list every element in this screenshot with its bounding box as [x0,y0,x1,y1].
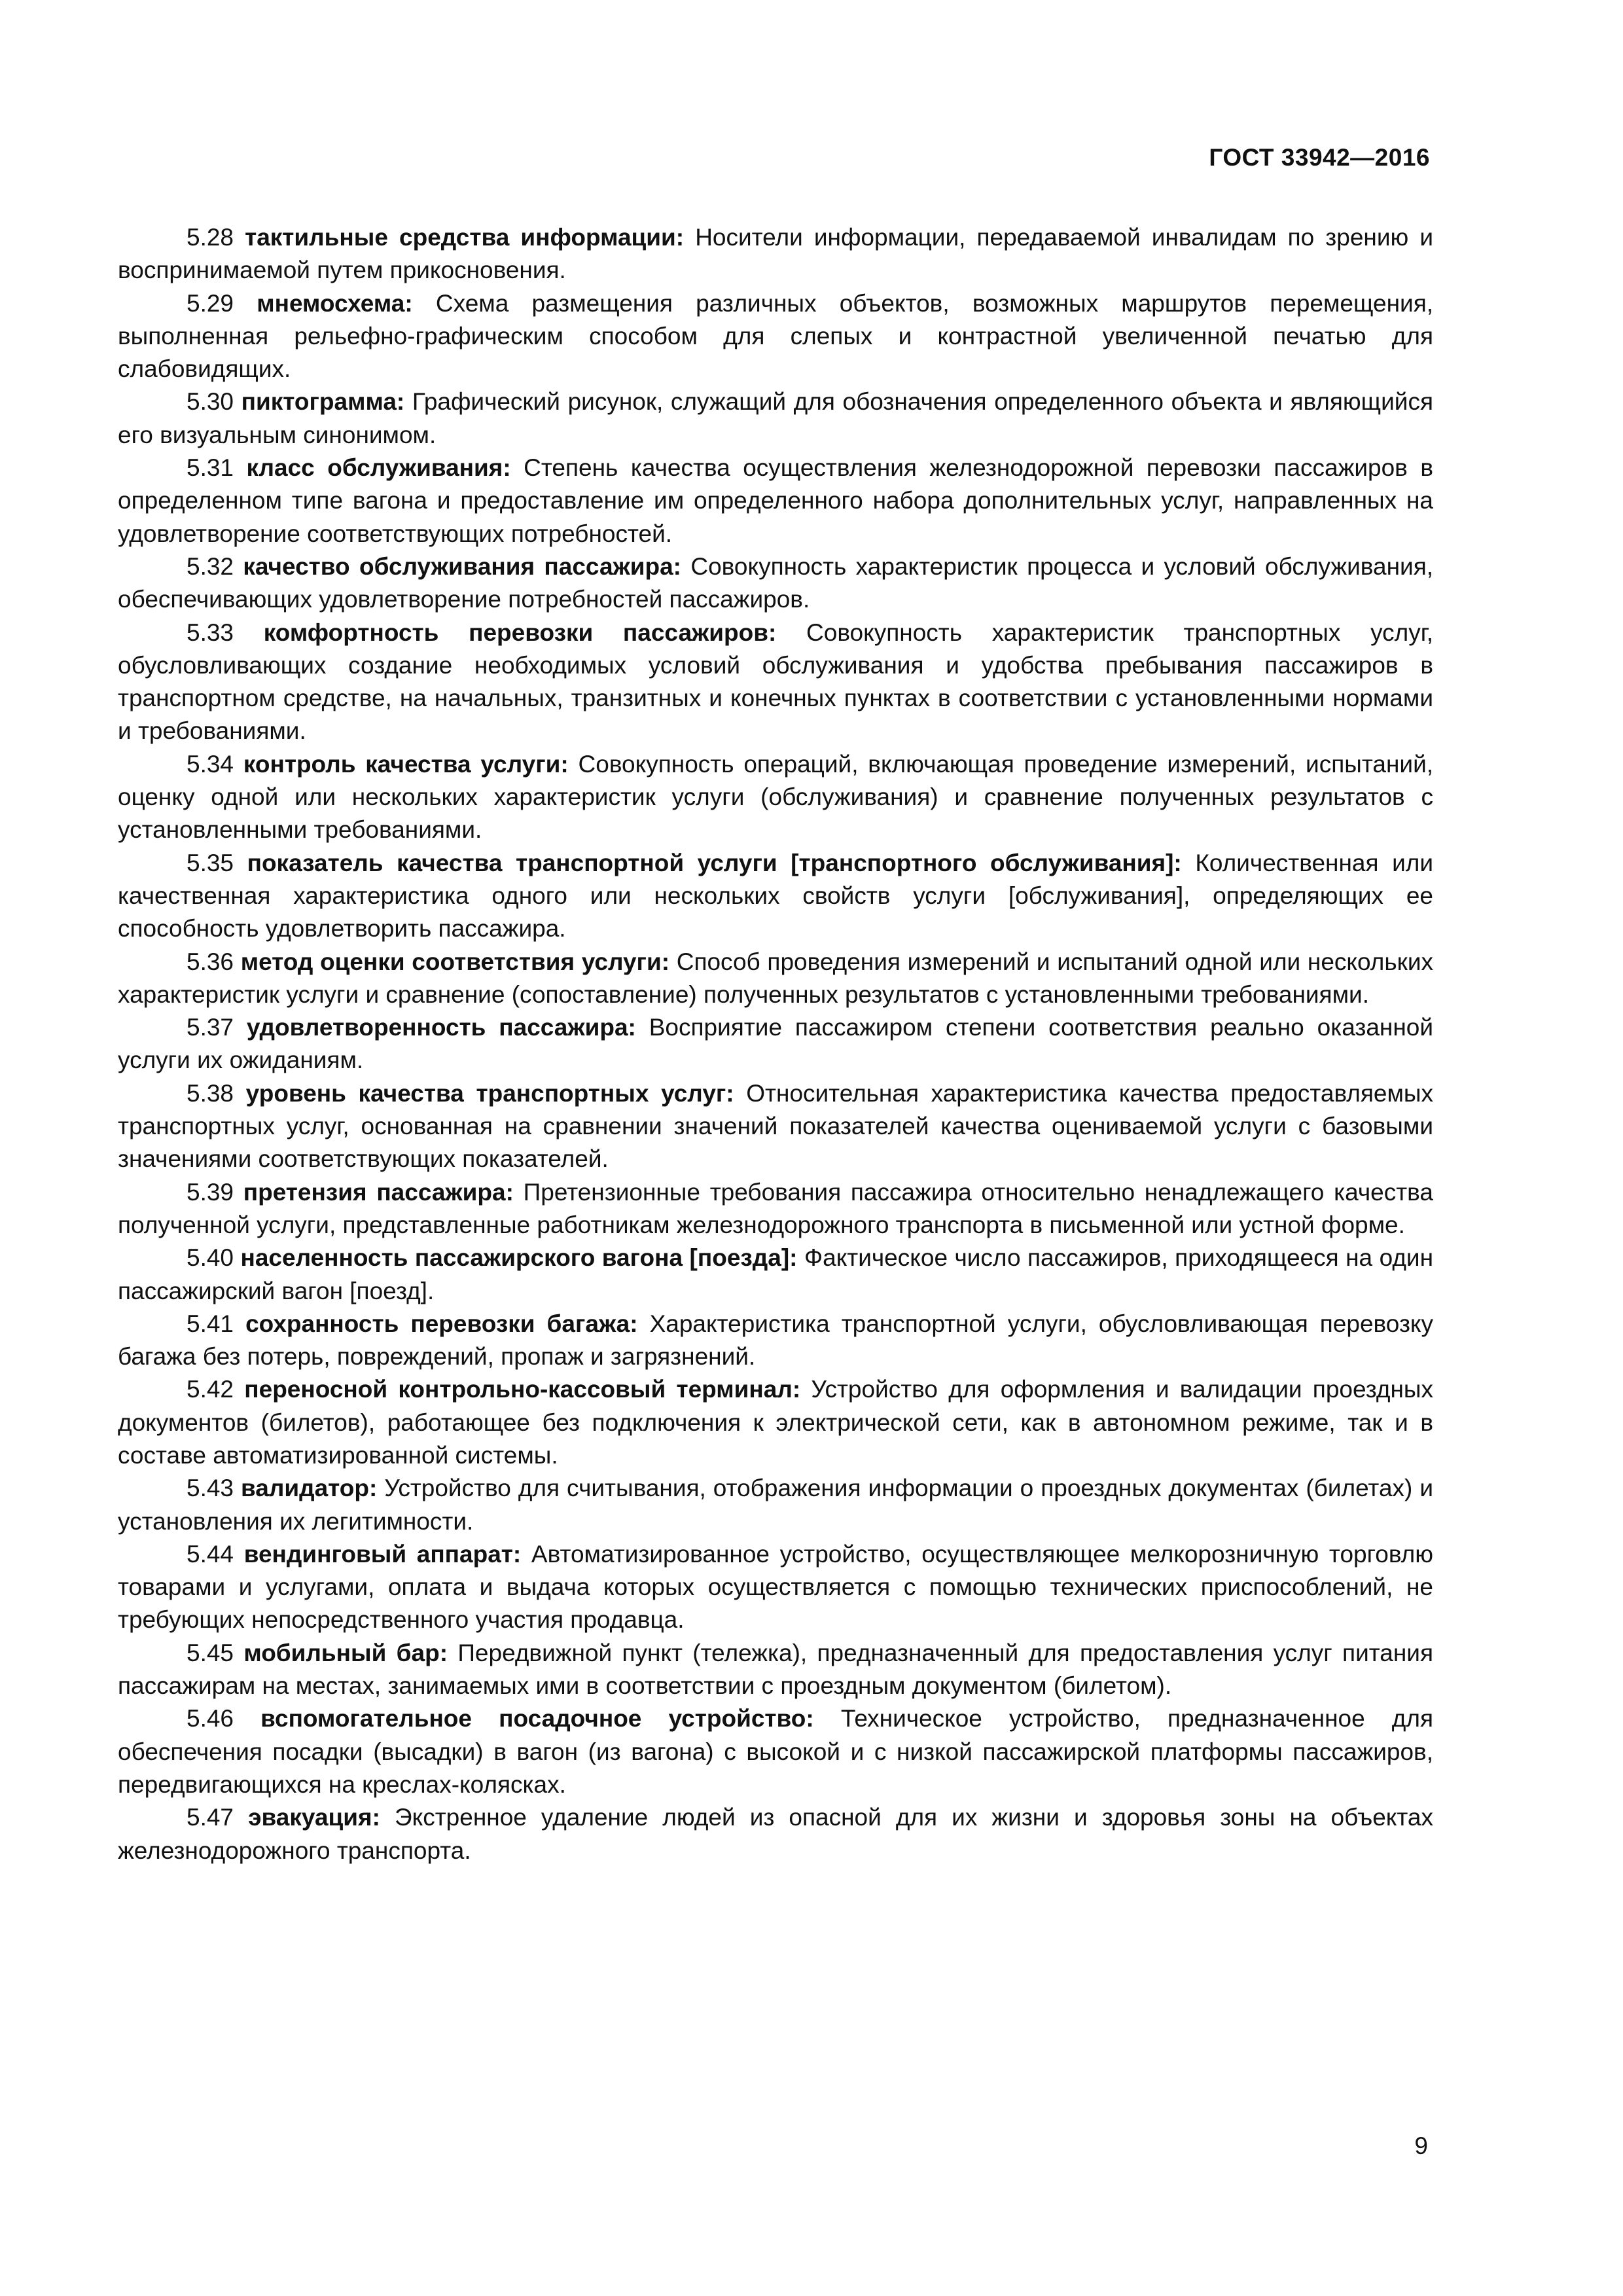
term-entry [118,1538,1433,1637]
term-definition: Графический рисунок, служащий для обозначения определенного объекта и являющийся его визуальным синонимом. [118,388,1433,448]
term-entry [118,617,1433,748]
page-number: 9 [1414,2132,1428,2159]
entry-number: 5.32 [187,552,234,580]
entry-number: 5.31 [187,454,234,482]
entry-number: 5.28 [187,224,234,251]
term-name: валидатор: [241,1475,378,1502]
term-entry [118,1702,1433,1801]
term-definition: Экстренное удаление людей из опасной для их жизни и здоровья зоны на объектах железнодорожного транспорта. [118,1804,1434,1864]
term-entry [118,946,1433,1012]
term-definition: Восприятие пассажиром степени соответствия реально оказанной услуги их ожиданиям. [118,1014,1434,1074]
entry-number: 5.33 [187,619,234,646]
entry-number: 5.30 [187,388,234,416]
term-entry [118,386,1433,452]
term-entry [118,1801,1433,1867]
term-definition: Фактическое число пассажиров, приходящееся на один пассажирский вагон [поезд]. [118,1244,1434,1304]
term-definition: Совокупность операций, включающая проведение измерений, испытаний, оценку одной или нескольких характеристик услуги (обслуживания) и сравнение полученных результатов с установленными требованиями. [118,750,1434,844]
term-definition: Способ проведения измерений и испытаний одной или нескольких характеристик услуги и сравнение (сопоставление) полученных результатов с установленными требованиями. [118,948,1433,1008]
entry-number: 5.42 [187,1376,234,1403]
entry-number: 5.36 [187,948,234,975]
term-name: населенность пассажирского вагона [поезда]: [240,1244,798,1272]
term-definition: Техническое устройство, предназначенное для обеспечения посадки (высадки) в вагон (из вагона) с высокой и с низкой пассажирской платформы пассажиров, передвигающихся на креслах-колясках. [118,1705,1434,1798]
term-name: претензия пассажира: [243,1178,514,1206]
term-entry [118,221,1433,287]
term-entry [118,1077,1433,1176]
term-definition: Степень качества осуществления железнодорожной перевозки пассажиров в определенном типе вагона и предоставление им определенного набора дополнительных услуг, направленных на удовлетворение соответствующих потребностей. [118,454,1434,547]
entry-number: 5.40 [187,1244,234,1272]
term-name: мобильный бар: [243,1639,448,1666]
term-definition: Носители информации, передаваемой инвалидам по зрению и воспринимаемой путем прикосновения. [118,224,1433,284]
term-name: сохранность перевозки багажа: [245,1310,638,1337]
entry-number: 5.35 [187,849,234,876]
standard-designation: ГОСТ 33942—2016 [1209,144,1430,171]
term-definition: Относительная характеристика качества предоставляемых транспортных услуг, основанная на сравнении значений показателей качества оцениваемой услуги с базовыми значениями соответствующих показателей. [118,1079,1433,1173]
term-name: качество обслуживания пассажира: [243,552,681,580]
term-name: пиктограмма: [241,388,405,416]
term-definition: Передвижной пункт (тележка), предназначенный для предоставления услуг питания пассажирам на местах, занимаемых ими в соответствии с проездным документом (билетом). [118,1639,1434,1700]
term-entry [118,1373,1433,1472]
term-name: удовлетворенность пассажира: [246,1014,636,1041]
entry-number: 5.41 [187,1310,234,1337]
term-definition: Устройство для считывания, отображения информации о проездных документах (билетах) и установления их легитимности. [118,1475,1434,1535]
term-name: вендинговый аппарат: [243,1540,522,1568]
entry-number: 5.45 [187,1639,234,1666]
term-entry [118,1472,1433,1538]
term-name: комфортность перевозки пассажиров: [263,619,777,646]
term-definition: Схема размещения различных объектов, возможных маршрутов перемещения, выполненная рельефно-графическим способом для слепых и контрастной увеличенной печатью для слабовидящих. [118,289,1434,383]
term-entry [118,1308,1433,1374]
entry-number: 5.46 [187,1705,234,1732]
term-entry [118,847,1433,946]
entry-number: 5.43 [187,1475,234,1502]
term-definition: Претензионные требования пассажира относительно ненадлежащего качества полученной услуги, представленные работникам железнодорожного транспорта в письменной или устной форме. [118,1178,1433,1238]
term-entry [118,1242,1433,1308]
term-entry [118,1176,1433,1242]
term-name: переносной контрольно-кассовый терминал: [244,1376,801,1403]
term-definition: Совокупность характеристик процесса и условий обслуживания, обеспечивающих удовлетворение потребностей пассажиров. [118,552,1434,613]
entry-number: 5.47 [187,1804,234,1831]
entry-number: 5.38 [187,1079,234,1107]
term-definition: Совокупность характеристик транспортных услуг, обусловливающих создание необходимых условий обслуживания и удобства пребывания пассажиров в транспортном средстве, на начальных, транзитных и конечных пунктах в соответствии с установленными нормами и требованиями. [118,619,1434,745]
term-entry [118,1011,1433,1077]
term-entry [118,550,1433,617]
entry-number: 5.44 [187,1540,234,1568]
term-definition: Устройство для оформления и валидации проездных документов (билетов), работающее без подключения к электрической сети, как в автономном режиме, так и в составе автоматизированной системы. [118,1376,1434,1469]
term-entry [118,452,1433,550]
term-name: контроль качества услуги: [243,750,569,778]
term-entry [118,1637,1433,1703]
term-name: эвакуация: [248,1804,380,1831]
entry-number: 5.34 [187,750,234,778]
term-definition: Количественная или качественная характеристика одного или нескольких свойств услуги [обслуживания], определяющих ее способность удовлетворить пассажира. [118,849,1434,942]
term-entry [118,287,1433,386]
term-name: мнемосхема: [257,289,413,317]
entry-number: 5.37 [187,1014,234,1041]
term-name: уровень качества транспортных услуг: [245,1079,734,1107]
entry-number: 5.29 [187,289,234,317]
term-name: метод оценки соответствия услуги: [240,948,670,975]
entry-number: 5.39 [187,1178,234,1206]
term-entry [118,748,1433,847]
term-name: класс обслуживания: [246,454,511,482]
term-definition: Характеристика транспортной услуги, обусловливающая перевозку багажа без потерь, повреждений, пропаж и загрязнений. [118,1310,1434,1371]
term-name: тактильные средства информации: [245,224,685,251]
terms-list [118,221,1433,1867]
term-definition: Автоматизированное устройство, осуществляющее мелкорозничную торговлю товарами и услугами, оплата и выдача которых осуществляется с помощью технических приспособлений, не требующих непосредственного участия продавца. [118,1540,1434,1634]
term-name: вспомогательное посадочное устройство: [260,1705,814,1732]
term-name: показатель качества транспортной услуги [транспортного обслуживания]: [247,849,1182,876]
